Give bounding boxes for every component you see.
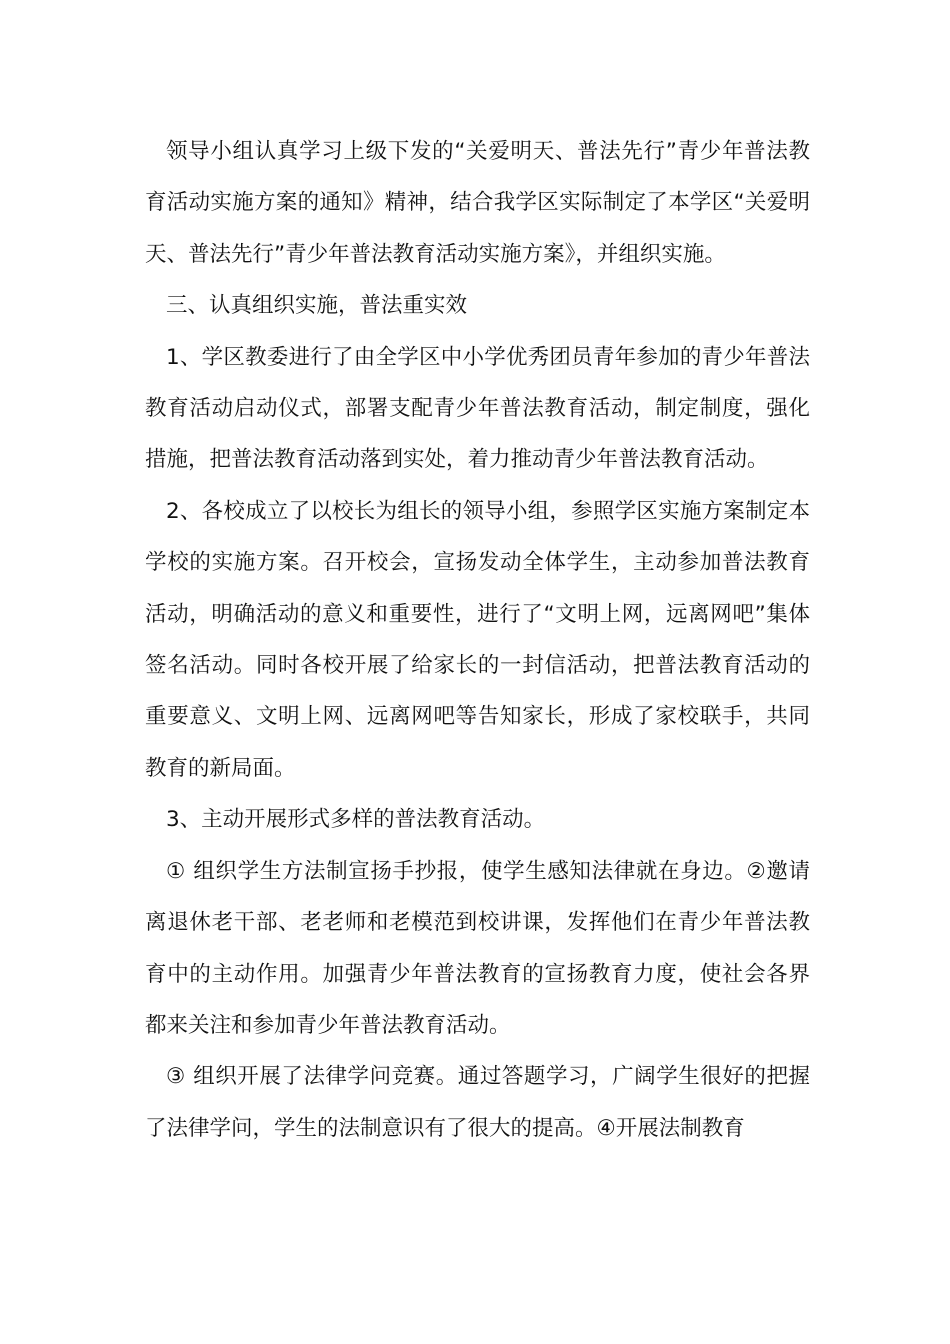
paragraph-intro: 领导小组认真学习上级下发的“关爱明天、普法先行”青少年普法教育活动实施方案的通知》精神，结合我学区实际制定了本学区“关爱明天、普法先行”青少年普法教育活动实施方案》，并组织实施。 xyxy=(145,139,810,267)
document-body xyxy=(145,126,810,1154)
paragraph-activities-2: ③ 组织开展了法律学问竞赛。通过答题学习，广阔学生很好的把握了法律学问，学生的法制意识有了很大的提高。④开展法制教育 xyxy=(145,1064,810,1141)
section-heading: 三、认真组织实施，普法重实效 xyxy=(166,293,468,319)
paragraph-item-1: 1、学区教委进行了由全学区中小学优秀团员青年参加的青少年普法教育活动启动仪式，部署支配青少年普法教育活动，制定制度，强化措施，把普法教育活动落到实处，着力推动青少年普法教育活动。 xyxy=(145,344,810,473)
paragraph-item-2: 2、各校成立了以校长为组长的领导小组，参照学区实施方案制定本学校的实施方案。召开校会，宣扬发动全体学生，主动参加普法教育活动，明确活动的意义和重要性，进行了“文明上网，远离网吧”集体签名活动。同时各校开展了给家长的一封信活动，把普法教育活动的重要意义、文明上网、远离网吧等告知家长，形成了家校联手，共同教育的新局面。 xyxy=(145,498,810,781)
paragraph-item-3: 3、主动开展形式多样的普法教育活动。 xyxy=(166,807,546,833)
paragraph-activities-1: ① 组织学生方法制宣扬手抄报，使学生感知法律就在身边。②邀请离退休老干部、老老师和老模范到校讲课，发挥他们在青少年普法教育中的主动作用。加强青少年普法教育的宣扬教育力度，使社会各界都来关注和参加青少年普法教育活动。 xyxy=(145,858,810,1038)
